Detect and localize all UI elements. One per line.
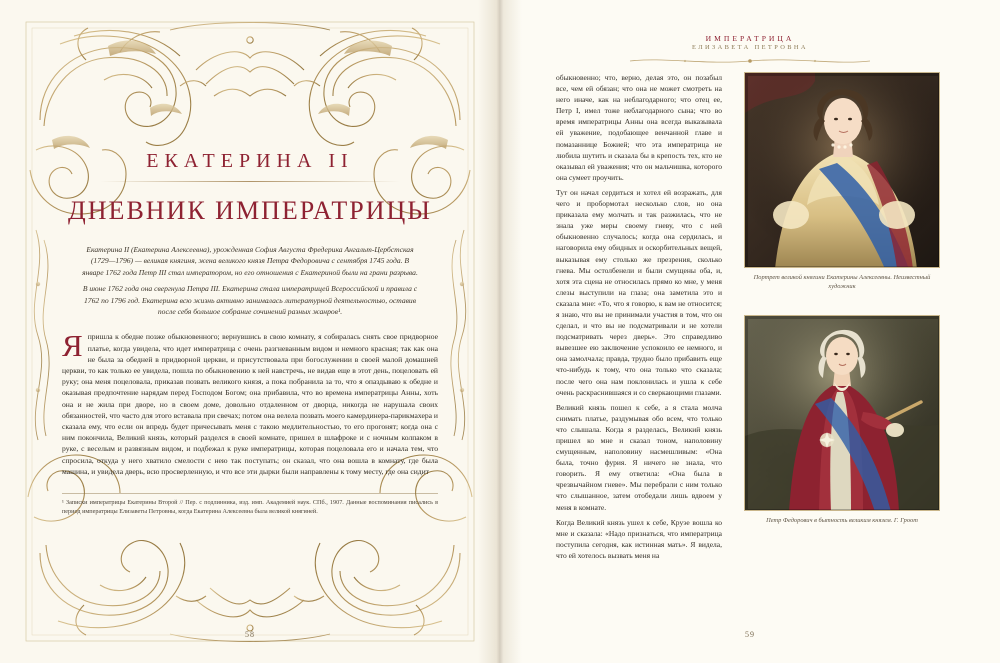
- drop-cap: Я: [62, 328, 83, 364]
- left-body-text: [62, 328, 438, 477]
- plate-peter: [744, 315, 940, 511]
- body-paragraph-1: [62, 328, 438, 477]
- right-body-text: [556, 72, 722, 565]
- right-paragraph-2: Тут он начал сердиться и хотел ей возражать, для чего и пробормотал несколько слов, но она приказала ему молчать и так разжилась, что не знала уже меры своему гневу, что с ней обыкновенно случалось; когда она сердилась, и наговорила ему обидных и оскорбительных вещей, выказывая ему столько же презрения, сколько гнева. Мы остолбенели и были смущены оба, и, хотя эта сцена не относилась прямо ко мне, у меня слезы выступили на глаза; она заметила это и сказала мне: «То, что я говорю, к вам не относится; я знаю, что вы не принимали участия в том, что он сделал, и что вы не подсматривали и не хотели подсматривать через дверь». Это справедливо вывезшее ею заключение успокоило ее немного, и она замолчала; правда, трудно было прибавить еще что-нибудь к тому, что она только что сказала; после чего она нам поклонилась и ушла к себе очень раскраснившаяся и со сверкающими глазами.: [556, 187, 722, 397]
- running-head-ornament: [625, 56, 875, 66]
- portrait-peter-image: [745, 316, 940, 511]
- chapter-number: ЕКАТЕРИНА II: [146, 150, 354, 172]
- plate-spacer: [744, 291, 940, 315]
- illustration-column: [744, 72, 940, 525]
- left-page-content: [62, 150, 438, 516]
- running-head: [540, 34, 960, 66]
- body-paragraph-1-text: пришла к обедне позже обыкновенного; вернувшись в свою комнату, я собиралась снять свое придворное платье, когда увидела, что идет императрица с очень разгневанным видом и немного красная; так как она не была за обедней в придворной церкви, и присутствовала при богослужении в своей малой домашней церкви, то как только ее увидела, пошла по обыкновению к ней навстречь, не видав еще в этот день, поцеловать ей руку; она меня поцеловала, приказав позвать великого князя, а пока побранила за то, что я опаздываю к обедне и оказывая предпочтение нарядам перед Господом Богом; она прибавила, что во времена императрицы Анны, хоть она и не жила при дворе, но в своем доме, довольно отдаленном от дворца, никогда не нарушала своих обязанностей, что часто для этого вставала при свечах; потом она велела позвать моего камердинера-парикмахера и сказала ему, что если он впредь будет причесывать меня с такою медлительностью, то его прогонят; когда она с ним покончила, Великий князь, который разделся в своей комнате, пришел в шлафроке и с ночным колпаком в руке, с веселым и развязным видом, и подбежал к руке императрицы, которая поцеловала его и начала тем, что спросила, откуда у него хватило смелости с нею так поступать; он сказал, что она вошла в комнату, где была машина, и увидела дверь, всю просверленную, и что все эти дырки были направлены к тому месту, где она сидит: [62, 332, 438, 476]
- running-head-line-2: ЕЛИЗАВЕТА ПЕТРОВНА: [692, 44, 808, 51]
- title-rule: [100, 181, 400, 182]
- right-page: [500, 0, 1000, 663]
- plate-catherine: [744, 72, 940, 268]
- right-paragraph-1: обыкновенно; что, верно, делая это, он позабыл все, чем ей обязан; что она не может смотреть на него иначе, как на неблагодарного; что отец ее, Петр I, имел тоже неблагодарного сына; что во время императрицы Анны она всегда выказывала ей уважение, подобающее венчанной главе и помазаннице Божией; что эта императрица не любила шутить и сказала бы в крепость тех, кто не оказывал ей уважения; что он мальчишка, которого она сумеет проучить.: [556, 73, 722, 182]
- right-paragraph-3: Великий князь пошел к себе, а я стала молча снимать платье, раздумывая обо всем, что только что слышала. Когда я разделась, Великий князь пришел ко мне и сказал тоном, наполовину смущенным, наполовину насмешливым: «Она была, точно фурия. Я ничего не знала, что говорить. Я ему ответила: «Она была в чрезвычайном гневе». Мы перебрали с ним только что слышанное, затем отобедали лишь вдвоем у меня в комнате.: [556, 402, 722, 512]
- portrait-catherine-image: [745, 73, 940, 268]
- folio-right: 59: [745, 630, 755, 639]
- plate-peter-caption: Петр Федорович в бытность великим князем. Г. Гроот: [766, 517, 918, 524]
- chapter-title: ДНЕВНИК ИМПЕРАТРИЦЫ: [68, 196, 432, 225]
- right-paragraph-4: Когда Великий князь ушел к себе, Круэе вошла ко мне и сказала: «Надо признаться, что императрица поступила сегодня, как истинная мать». Я видела, что ей хотелось вызвать меня на: [556, 517, 722, 560]
- running-head-line-1: ИМПЕРАТРИЦА: [705, 34, 795, 43]
- lede-paragraph-1: Екатерина II (Екатерина Алексеевна), урожденная София Августа Фредерика Ангальт-Цербстская (1729—1796) — великая княгиня, жена великого князя Петра Федоровича с сентября 1745 года. В январе 1762 года Петр III стал императором, но его отношения с Екатериной были на грани разрыва.: [82, 245, 418, 277]
- footnote: ¹ Записки императрицы Екатерины Второй // Пер. с подлинника, изд. имп. Академией наук. СПб., 1907. Данные воспоминания писались в период императрицы Елизаветы Петровны, когда Екатерина Алексеевна была великой княгиней.: [62, 493, 438, 516]
- plate-catherine-caption: Портрет великой княгини Екатерины Алексеевны. Неизвестный художник: [753, 274, 931, 290]
- chapter-lede: [80, 244, 420, 317]
- folio-left: 58: [245, 630, 255, 639]
- lede-paragraph-2: В июне 1762 года она свергнула Петра III. Екатерина стала императрицей Всероссийской и правила с 1762 по 1796 год. Екатерина всю жизнь активно занималась литературной деятельностью, оставив после себя большое собрание сочинений разных жанров¹.: [82, 284, 418, 317]
